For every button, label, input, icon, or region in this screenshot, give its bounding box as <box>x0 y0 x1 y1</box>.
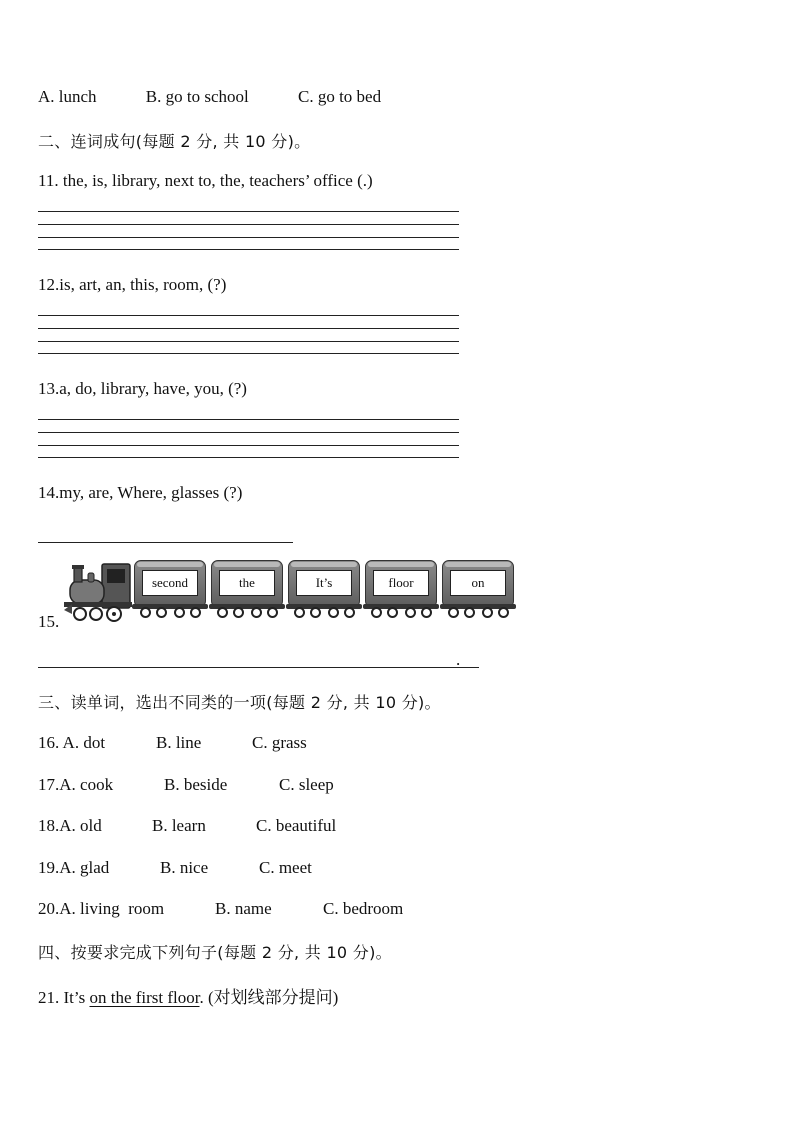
option-b: B. line <box>156 733 202 752</box>
option-b: B. learn <box>152 816 206 835</box>
option-b: B. go to school <box>145 87 249 106</box>
train-car <box>134 560 206 618</box>
answer-line <box>38 237 459 238</box>
word-card: It’s <box>296 570 352 596</box>
option-c: C. bedroom <box>323 899 404 918</box>
train-car <box>442 560 514 618</box>
answer-line <box>38 224 459 225</box>
word-train-illustration <box>62 558 522 628</box>
q21-prefix: 21. It’s <box>38 988 90 1007</box>
word-card: floor <box>373 570 429 596</box>
answer-line <box>38 353 459 354</box>
answer-line <box>38 249 459 250</box>
answer-line <box>38 667 479 668</box>
option-a: 16. A. dot <box>38 733 106 752</box>
option-c: C. grass <box>252 733 307 752</box>
locomotive-icon <box>62 558 134 624</box>
option-c: C. meet <box>259 858 312 877</box>
word-card: the <box>219 570 275 596</box>
question-13: 13.a, do, library, have, you, (?) <box>38 379 247 398</box>
option-b: B. name <box>215 899 272 918</box>
q21-underlined-phrase: on the first floor <box>89 988 200 1007</box>
answer-line <box>38 341 459 342</box>
question-21 <box>38 983 338 1008</box>
q21-instruction: . (对划线部分提问) <box>199 988 339 1007</box>
answer-line <box>38 542 293 543</box>
question-14: 14.my, are, Where, glasses (?) <box>38 483 243 502</box>
option-c: C. sleep <box>279 775 334 794</box>
section-3-heading: 三、读单词，选出不同类的一项(每题 2 分, 共 10 分)。 <box>38 693 441 712</box>
train-car <box>288 560 360 618</box>
word-card: on <box>450 570 506 596</box>
answer-line <box>38 315 459 316</box>
question-17 <box>38 775 334 795</box>
option-c: C. go to bed <box>298 87 382 106</box>
question-19 <box>38 858 312 878</box>
train-car <box>211 560 283 618</box>
option-a: 19.A. glad <box>38 858 110 877</box>
option-a: 17.A. cook <box>38 775 114 794</box>
question-12: 12.is, art, an, this, room, (?) <box>38 275 227 294</box>
option-a: 18.A. old <box>38 816 102 835</box>
section-2-heading: 二、连词成句(每题 2 分, 共 10 分)。 <box>38 132 311 151</box>
question-11: 11. the, is, library, next to, the, teachers’ office (.) <box>38 171 373 190</box>
train-car <box>365 560 437 618</box>
word-card: second <box>142 570 198 596</box>
sentence-period: . <box>456 650 461 669</box>
question-15-label: 15. <box>38 612 60 631</box>
answer-line <box>38 419 459 420</box>
answer-line <box>38 328 459 329</box>
option-c: C. beautiful <box>256 816 337 835</box>
answer-line <box>38 445 459 446</box>
q10-options <box>38 87 381 107</box>
option-b: B. nice <box>160 858 209 877</box>
question-16 <box>38 733 307 753</box>
answer-line <box>38 211 459 212</box>
question-18 <box>38 816 336 836</box>
option-a: 20.A. living room <box>38 899 165 918</box>
section-4-heading: 四、按要求完成下列句子(每题 2 分, 共 10 分)。 <box>38 943 392 962</box>
question-20 <box>38 899 403 919</box>
answer-line <box>38 432 459 433</box>
option-b: B. beside <box>164 775 228 794</box>
option-a: A. lunch <box>38 87 97 106</box>
answer-line <box>38 457 459 458</box>
